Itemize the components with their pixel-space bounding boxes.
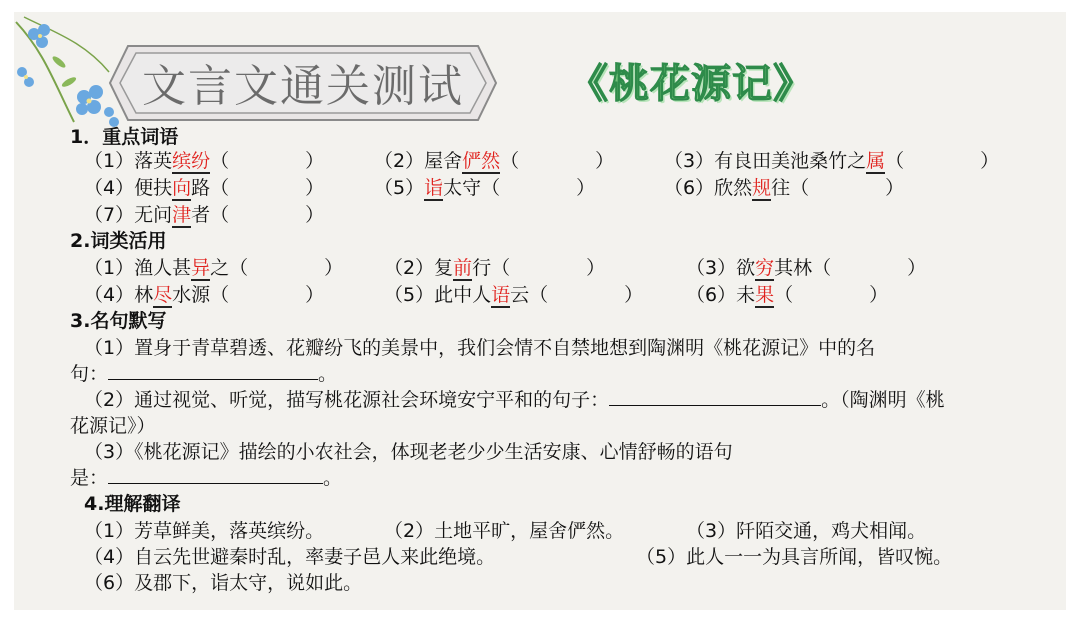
translation-item: （3）阡陌交通，鸡犬相闻。 [686,520,927,542]
item: （3）有良田美池桑竹之属（ ） [664,150,1000,172]
item: （1）落英缤纷（ ） [84,150,325,172]
item: （2）复前行（ ） [384,257,606,279]
item: （5）此中人语云（ ） [384,284,644,306]
page-title: 文言文通关测试 [142,61,464,112]
subtitle: 《桃花源记》 [568,61,814,107]
item: （6）欣然规往（ ） [664,177,905,199]
question-text: 句： 。 [70,363,338,385]
item: （4）林尽水源（ ） [84,284,325,306]
translation-item: （1）芳草鲜美，落英缤纷。 [84,520,325,542]
question-text: （2）通过视觉、听觉，描写桃花源社会环境安宁平和的句子： 。（陶渊明《桃 [84,389,945,411]
item: （2）屋舍俨然（ ） [374,150,615,172]
section-heading: 3.名句默写 [70,310,167,332]
answer-blank[interactable] [108,361,318,380]
section-heading: 2.词类活用 [70,230,167,252]
section-heading: 1．重点词语 [70,126,179,148]
question-text: 是： 。 [70,467,343,489]
question-text: 花源记》） [70,415,156,437]
item: （5）诣太守（ ） [374,177,596,199]
question-text: （3）《桃花源记》描绘的小农社会，体现老老少少生活安康、心情舒畅的语句 [84,441,733,463]
answer-blank[interactable] [108,465,323,484]
translation-item: （4）自云先世避秦时乱，率妻子邑人来此绝境。 [84,546,496,568]
translation-item: （6）及郡下，诣太守，说如此。 [84,572,363,594]
item: （7）无问津者（ ） [84,204,325,226]
section-heading: 4.理解翻译 [84,493,181,515]
item: （1）渔人甚异之（ ） [84,257,344,279]
item: （4）便扶向路（ ） [84,177,325,199]
translation-item: （5）此人一一为具言所闻，皆叹惋。 [636,546,953,568]
answer-blank[interactable] [609,387,821,406]
question-text: （1）置身于青草碧透、花瓣纷飞的美景中，我们会情不自禁地想到陶渊明《桃花源记》中的名 [84,337,876,359]
translation-item: （2）土地平旷，屋舍俨然。 [384,520,625,542]
item: （6）未果（ ） [686,284,889,306]
item: （3）欲穷其林（ ） [686,257,927,279]
